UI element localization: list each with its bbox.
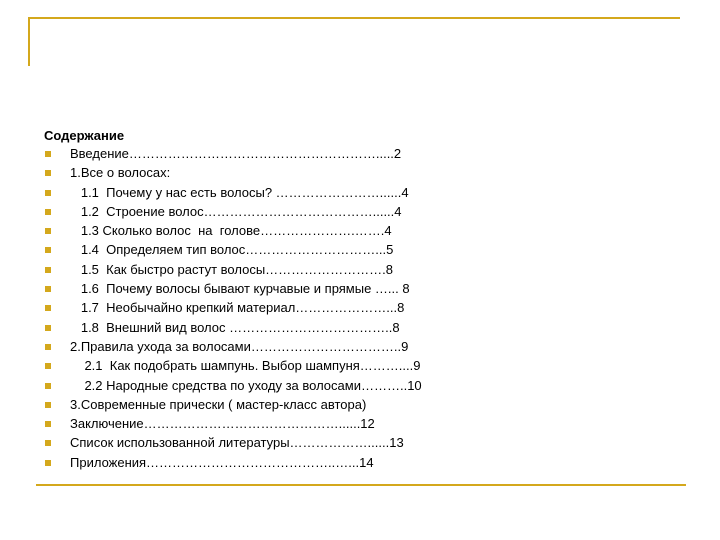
toc-item bbox=[44, 144, 664, 163]
toc-item bbox=[44, 202, 664, 221]
square-bullet-icon bbox=[45, 190, 51, 196]
square-bullet-icon bbox=[45, 344, 51, 350]
square-bullet-icon bbox=[45, 247, 51, 253]
square-bullet-icon bbox=[45, 228, 51, 234]
frame-bottom-line bbox=[36, 484, 686, 486]
toc-item-label: 1.3 Сколько волос на голове………………….…….4 bbox=[70, 223, 392, 239]
toc-item-label: 1.2 Строение волос…………………………………......4 bbox=[70, 203, 402, 219]
square-bullet-icon bbox=[45, 209, 51, 215]
toc-item bbox=[44, 395, 664, 414]
square-bullet-icon bbox=[45, 305, 51, 311]
toc-item bbox=[44, 433, 664, 452]
toc-item bbox=[44, 221, 664, 240]
square-bullet-icon bbox=[45, 402, 51, 408]
toc-item bbox=[44, 376, 664, 395]
square-bullet-icon bbox=[45, 440, 51, 446]
square-bullet-icon bbox=[45, 363, 51, 369]
toc-list bbox=[44, 144, 664, 472]
toc-item-label: Приложения……………………………………..…...14 bbox=[70, 454, 374, 470]
toc-item bbox=[44, 260, 664, 279]
toc-item bbox=[44, 414, 664, 433]
toc-item-label: 1.5 Как быстро растут волосы……………………….8 bbox=[70, 261, 394, 277]
toc-item-label: 1.8 Внешний вид волос ………………………………..8 bbox=[70, 319, 400, 335]
square-bullet-icon bbox=[45, 325, 51, 331]
toc-item-label: Введение………………………………………………….....2 bbox=[70, 146, 402, 161]
toc-item-label: Список использованной литературы………………......13 bbox=[70, 435, 404, 451]
square-bullet-icon bbox=[45, 151, 51, 157]
frame-left-line bbox=[28, 17, 30, 66]
toc-item-label: Заключение………………………………………......12 bbox=[70, 416, 375, 432]
toc-heading: Содержание bbox=[44, 128, 125, 143]
toc-item bbox=[44, 298, 664, 317]
toc-item bbox=[44, 337, 664, 356]
toc-item-label: 3.Современные прически ( мастер-класс автора) bbox=[70, 396, 367, 412]
toc-item-label: 2.Правила ухода за волосами……………………………..9 bbox=[70, 338, 409, 354]
toc-item bbox=[44, 318, 664, 337]
toc-item bbox=[44, 240, 664, 259]
toc-item bbox=[44, 279, 664, 298]
toc-item bbox=[44, 453, 664, 472]
frame-top-line bbox=[28, 17, 680, 19]
square-bullet-icon bbox=[45, 267, 51, 273]
toc-item bbox=[44, 356, 664, 375]
square-bullet-icon bbox=[45, 421, 51, 427]
toc-item bbox=[44, 163, 664, 182]
toc-item-label: 2.2 Народные средства по уходу за волосами………..10 bbox=[70, 377, 422, 393]
toc-item-label: 1.1 Почему у нас есть волосы? ……………………......4 bbox=[70, 184, 409, 200]
toc-item-label: 1.6 Почему волосы бывают курчавые и прямые …... 8 bbox=[70, 281, 410, 297]
square-bullet-icon bbox=[45, 286, 51, 292]
toc-item bbox=[44, 183, 664, 202]
square-bullet-icon bbox=[45, 170, 51, 176]
slide-content bbox=[44, 126, 664, 472]
toc-item-label: 1.7 Необычайно крепкий материал…………………...8 bbox=[70, 300, 405, 316]
toc-item-label: 1.4 Определяем тип волос…………………………...5 bbox=[70, 242, 394, 258]
square-bullet-icon bbox=[45, 383, 51, 389]
square-bullet-icon bbox=[45, 460, 51, 466]
toc-item-label: 1.Все о волосах: bbox=[70, 165, 171, 181]
toc-item-label: 2.1 Как подобрать шампунь. Выбор шампуня………....9 bbox=[70, 358, 421, 374]
